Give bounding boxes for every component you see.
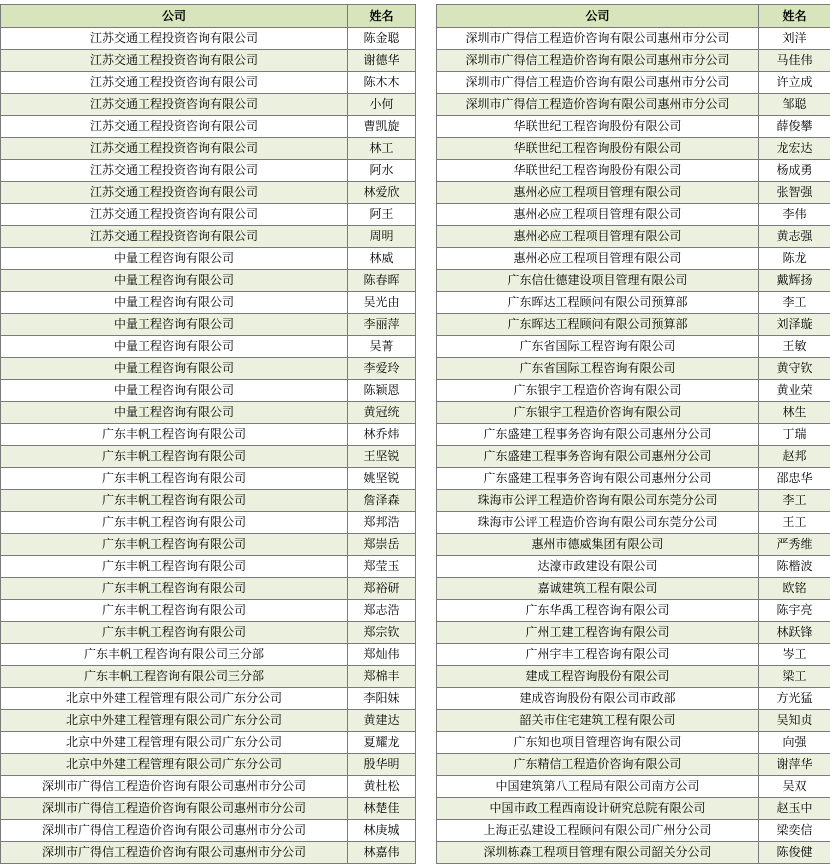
table-row <box>437 622 830 644</box>
table-row <box>437 600 830 622</box>
company-cell: 江苏交通工程投资咨询有限公司 <box>1 204 348 226</box>
name-cell: 邹聪 <box>759 94 830 116</box>
company-cell: 广东银宇工程造价咨询有限公司 <box>437 402 759 424</box>
name-cell: 郑莹玉 <box>348 556 416 578</box>
company-cell: 深圳市广得信工程造价咨询有限公司惠州市分公司 <box>1 842 348 864</box>
name-cell: 李爱玲 <box>348 358 416 380</box>
name-cell: 吴光由 <box>348 292 416 314</box>
name-cell: 林威 <box>348 248 416 270</box>
table-row <box>437 336 830 358</box>
company-cell: 北京中外建工程管理有限公司广东分公司 <box>1 688 348 710</box>
table-row <box>437 50 830 72</box>
company-cell: 深圳市广得信工程造价咨询有限公司惠州市分公司 <box>1 798 348 820</box>
table-row <box>437 798 830 820</box>
name-cell: 谢德华 <box>348 50 416 72</box>
name-cell: 陈龙 <box>759 248 830 270</box>
table-row <box>1 776 416 798</box>
company-cell: 广东丰帆工程咨询有限公司 <box>1 512 348 534</box>
company-cell: 广东丰帆工程咨询有限公司 <box>1 578 348 600</box>
table-row <box>1 204 416 226</box>
name-cell: 郑崇岳 <box>348 534 416 556</box>
name-column-header: 姓名 <box>348 5 416 28</box>
name-cell: 梁工 <box>759 666 830 688</box>
company-cell: 中量工程咨询有限公司 <box>1 336 348 358</box>
company-cell: 华联世纪工程咨询股份有限公司 <box>437 160 759 182</box>
company-cell: 中国建筑第八工程局有限公司南方公司 <box>437 776 759 798</box>
company-cell: 广东丰帆工程咨询有限公司 <box>1 600 348 622</box>
company-cell: 惠州必应工程项目管理有限公司 <box>437 182 759 204</box>
table-row <box>1 248 416 270</box>
company-cell: 深圳市广得信工程造价咨询有限公司惠州市分公司 <box>1 776 348 798</box>
table-row <box>1 666 416 688</box>
table-row <box>1 336 416 358</box>
company-cell: 广东丰帆工程咨询有限公司三分部 <box>1 644 348 666</box>
company-cell: 广东盛建工程事务咨询有限公司惠州分公司 <box>437 424 759 446</box>
table-row <box>437 534 830 556</box>
name-cell: 郑邦浩 <box>348 512 416 534</box>
name-cell: 陈金聪 <box>348 28 416 50</box>
company-cell: 深圳市广得信工程造价咨询有限公司惠州市分公司 <box>437 28 759 50</box>
table-row <box>1 842 416 864</box>
name-cell: 黄冠统 <box>348 402 416 424</box>
name-cell: 方光猛 <box>759 688 830 710</box>
company-cell: 中量工程咨询有限公司 <box>1 358 348 380</box>
name-cell: 李丽萍 <box>348 314 416 336</box>
table-row <box>1 644 416 666</box>
company-cell: 华联世纪工程咨询股份有限公司 <box>437 138 759 160</box>
name-cell: 陈楷波 <box>759 556 830 578</box>
company-cell: 中量工程咨询有限公司 <box>1 402 348 424</box>
name-cell: 陈颖恩 <box>348 380 416 402</box>
name-cell: 王敏 <box>759 336 830 358</box>
name-cell: 薛俊攀 <box>759 116 830 138</box>
name-cell: 曹凯旋 <box>348 116 416 138</box>
company-cell: 惠州必应工程项目管理有限公司 <box>437 226 759 248</box>
company-cell: 广东晖达工程顾问有限公司预算部 <box>437 314 759 336</box>
table-row <box>437 512 830 534</box>
company-cell: 广东丰帆工程咨询有限公司 <box>1 468 348 490</box>
name-cell: 邵忠华 <box>759 468 830 490</box>
company-cell: 广东丰帆工程咨询有限公司 <box>1 446 348 468</box>
name-cell: 林工 <box>348 138 416 160</box>
company-cell: 上海正弘建设工程顾问有限公司广州分公司 <box>437 820 759 842</box>
company-cell: 江苏交通工程投资咨询有限公司 <box>1 94 348 116</box>
company-cell: 惠州必应工程项目管理有限公司 <box>437 204 759 226</box>
name-cell: 郑灿伟 <box>348 644 416 666</box>
table-row <box>437 248 830 270</box>
company-cell: 广东信仕德建设项目管理有限公司 <box>437 270 759 292</box>
name-cell: 刘泽璇 <box>759 314 830 336</box>
name-cell: 詹泽森 <box>348 490 416 512</box>
table-row <box>1 798 416 820</box>
table-row <box>1 270 416 292</box>
right-header-row <box>437 5 830 28</box>
table-row <box>437 72 830 94</box>
name-cell: 许立成 <box>759 72 830 94</box>
table-row <box>437 468 830 490</box>
right-contact-table <box>436 4 830 864</box>
left-header-row <box>1 5 416 28</box>
table-row <box>1 710 416 732</box>
table-row <box>1 72 416 94</box>
company-cell: 广东银宇工程造价咨询有限公司 <box>437 380 759 402</box>
name-cell: 林乔炜 <box>348 424 416 446</box>
name-cell: 吴知贞 <box>759 710 830 732</box>
company-cell: 建成工程咨询股份有限公司 <box>437 666 759 688</box>
company-column-header: 公司 <box>1 5 348 28</box>
table-row <box>437 138 830 160</box>
name-cell: 刘洋 <box>759 28 830 50</box>
table-row <box>1 358 416 380</box>
table-row <box>1 182 416 204</box>
name-cell: 林楚佳 <box>348 798 416 820</box>
name-cell: 陈宇亮 <box>759 600 830 622</box>
name-cell: 郑裕研 <box>348 578 416 600</box>
table-row <box>437 688 830 710</box>
company-cell: 广东丰帆工程咨询有限公司 <box>1 490 348 512</box>
table-row <box>437 710 830 732</box>
table-row <box>1 28 416 50</box>
company-cell: 北京中外建工程管理有限公司广东分公司 <box>1 710 348 732</box>
company-cell: 广东丰帆工程咨询有限公司 <box>1 622 348 644</box>
company-cell: 江苏交通工程投资咨询有限公司 <box>1 138 348 160</box>
name-cell: 小何 <box>348 94 416 116</box>
company-cell: 广东盛建工程事务咨询有限公司惠州分公司 <box>437 468 759 490</box>
company-cell: 深圳市广得信工程造价咨询有限公司惠州市分公司 <box>437 94 759 116</box>
company-cell: 广州宇丰工程咨询有限公司 <box>437 644 759 666</box>
right-table-body <box>437 28 830 864</box>
name-cell: 吴双 <box>759 776 830 798</box>
name-cell: 李阳妹 <box>348 688 416 710</box>
company-cell: 广东华禹工程咨询有限公司 <box>437 600 759 622</box>
name-cell: 欧铭 <box>759 578 830 600</box>
company-cell: 珠海市公评工程造价咨询有限公司东莞分公司 <box>437 490 759 512</box>
table-row <box>437 732 830 754</box>
company-cell: 韶关市住宅建筑工程有限公司 <box>437 710 759 732</box>
name-cell: 黄志强 <box>759 226 830 248</box>
company-cell: 达濠市政建设有限公司 <box>437 556 759 578</box>
company-cell: 广东丰帆工程咨询有限公司 <box>1 534 348 556</box>
table-row <box>437 314 830 336</box>
table-row <box>1 534 416 556</box>
name-cell: 龙宏达 <box>759 138 830 160</box>
name-cell: 李工 <box>759 490 830 512</box>
table-row <box>1 468 416 490</box>
name-cell: 林庚城 <box>348 820 416 842</box>
table-row <box>1 226 416 248</box>
company-cell: 广东省国际工程咨询有限公司 <box>437 336 759 358</box>
name-cell: 王工 <box>759 512 830 534</box>
table-row <box>1 732 416 754</box>
name-cell: 李工 <box>759 292 830 314</box>
name-cell: 严秀维 <box>759 534 830 556</box>
company-cell: 嘉诚建筑工程有限公司 <box>437 578 759 600</box>
name-cell: 林生 <box>759 402 830 424</box>
table-row <box>1 380 416 402</box>
table-row <box>437 358 830 380</box>
company-cell: 深圳市广得信工程造价咨询有限公司惠州市分公司 <box>437 50 759 72</box>
name-cell: 黄守钦 <box>759 358 830 380</box>
table-row <box>1 94 416 116</box>
table-row <box>437 490 830 512</box>
table-row <box>437 204 830 226</box>
table-row <box>437 666 830 688</box>
company-cell: 深圳市广得信工程造价咨询有限公司惠州市分公司 <box>1 820 348 842</box>
table-row <box>1 424 416 446</box>
company-cell: 江苏交通工程投资咨询有限公司 <box>1 160 348 182</box>
name-cell: 马佳伟 <box>759 50 830 72</box>
table-row <box>437 94 830 116</box>
company-cell: 江苏交通工程投资咨询有限公司 <box>1 50 348 72</box>
name-cell: 殷华明 <box>348 754 416 776</box>
name-cell: 丁瑞 <box>759 424 830 446</box>
table-row <box>437 754 830 776</box>
name-cell: 阿水 <box>348 160 416 182</box>
name-cell: 林爱欣 <box>348 182 416 204</box>
table-row <box>437 28 830 50</box>
table-row <box>437 644 830 666</box>
table-row <box>437 402 830 424</box>
company-column-header: 公司 <box>437 5 759 28</box>
table-row <box>437 292 830 314</box>
name-cell: 阿王 <box>348 204 416 226</box>
table-row <box>437 424 830 446</box>
company-cell: 广东丰帆工程咨询有限公司 <box>1 556 348 578</box>
company-cell: 惠州必应工程项目管理有限公司 <box>437 248 759 270</box>
name-cell: 周明 <box>348 226 416 248</box>
table-row <box>1 600 416 622</box>
table-row <box>1 512 416 534</box>
company-cell: 江苏交通工程投资咨询有限公司 <box>1 182 348 204</box>
table-row <box>437 446 830 468</box>
company-cell: 北京中外建工程管理有限公司广东分公司 <box>1 732 348 754</box>
name-cell: 向强 <box>759 732 830 754</box>
table-row <box>437 776 830 798</box>
company-cell: 广东丰帆工程咨询有限公司 <box>1 424 348 446</box>
table-row <box>1 116 416 138</box>
name-cell: 王坚锐 <box>348 446 416 468</box>
table-row <box>1 446 416 468</box>
company-cell: 江苏交通工程投资咨询有限公司 <box>1 226 348 248</box>
table-row <box>1 754 416 776</box>
table-row <box>1 578 416 600</box>
company-cell: 中量工程咨询有限公司 <box>1 270 348 292</box>
name-cell: 黄建达 <box>348 710 416 732</box>
company-cell: 广东知也项目管理咨询有限公司 <box>437 732 759 754</box>
company-cell: 江苏交通工程投资咨询有限公司 <box>1 28 348 50</box>
name-cell: 夏耀龙 <box>348 732 416 754</box>
company-cell: 中国市政工程西南设计研究总院有限公司 <box>437 798 759 820</box>
company-cell: 广东精信工程造价咨询有限公司 <box>437 754 759 776</box>
name-cell: 郑棉丰 <box>348 666 416 688</box>
table-row <box>1 50 416 72</box>
company-cell: 华联世纪工程咨询股份有限公司 <box>437 116 759 138</box>
name-cell: 张智强 <box>759 182 830 204</box>
name-cell: 谢萍华 <box>759 754 830 776</box>
name-cell: 陈俊健 <box>759 842 830 864</box>
table-row <box>1 314 416 336</box>
name-cell: 林跃锋 <box>759 622 830 644</box>
name-cell: 郑志浩 <box>348 600 416 622</box>
company-cell: 北京中外建工程管理有限公司广东分公司 <box>1 754 348 776</box>
company-cell: 广东省国际工程咨询有限公司 <box>437 358 759 380</box>
company-cell: 深圳市广得信工程造价咨询有限公司惠州市分公司 <box>437 72 759 94</box>
name-cell: 戴辉扬 <box>759 270 830 292</box>
table-row <box>437 160 830 182</box>
company-cell: 深圳栋森工程项目管理有限公司韶关分公司 <box>437 842 759 864</box>
table-row <box>1 490 416 512</box>
company-cell: 惠州市德威集团有限公司 <box>437 534 759 556</box>
company-cell: 建成咨询股份有限公司市政部 <box>437 688 759 710</box>
name-cell: 李伟 <box>759 204 830 226</box>
company-cell: 江苏交通工程投资咨询有限公司 <box>1 72 348 94</box>
name-cell: 姚坚锐 <box>348 468 416 490</box>
table-row <box>437 380 830 402</box>
left-table-body <box>1 28 416 864</box>
name-cell: 吴菁 <box>348 336 416 358</box>
name-cell: 岑工 <box>759 644 830 666</box>
table-row <box>437 270 830 292</box>
left-contact-table <box>0 4 416 864</box>
company-cell: 广州工建工程咨询有限公司 <box>437 622 759 644</box>
name-cell: 赵邦 <box>759 446 830 468</box>
name-cell: 陈木木 <box>348 72 416 94</box>
table-row <box>1 820 416 842</box>
table-row <box>437 842 830 864</box>
company-cell: 中量工程咨询有限公司 <box>1 314 348 336</box>
table-row <box>1 556 416 578</box>
company-cell: 珠海市公评工程造价咨询有限公司东莞分公司 <box>437 512 759 534</box>
name-cell: 杨成勇 <box>759 160 830 182</box>
table-row <box>437 182 830 204</box>
company-cell: 江苏交通工程投资咨询有限公司 <box>1 116 348 138</box>
table-row <box>1 292 416 314</box>
company-cell: 广东晖达工程顾问有限公司预算部 <box>437 292 759 314</box>
table-row <box>437 226 830 248</box>
company-cell: 中量工程咨询有限公司 <box>1 292 348 314</box>
name-cell: 梁奕信 <box>759 820 830 842</box>
name-cell: 林嘉伟 <box>348 842 416 864</box>
table-row <box>1 622 416 644</box>
name-cell: 陈春晖 <box>348 270 416 292</box>
table-row <box>1 402 416 424</box>
name-cell: 黄业荣 <box>759 380 830 402</box>
table-row <box>437 820 830 842</box>
table-row <box>437 556 830 578</box>
table-row <box>1 160 416 182</box>
name-cell: 黄杜松 <box>348 776 416 798</box>
company-cell: 中量工程咨询有限公司 <box>1 380 348 402</box>
name-cell: 赵玉中 <box>759 798 830 820</box>
company-cell: 中量工程咨询有限公司 <box>1 248 348 270</box>
table-row <box>1 688 416 710</box>
table-row <box>437 116 830 138</box>
name-column-header: 姓名 <box>759 5 830 28</box>
table-row <box>1 138 416 160</box>
company-cell: 广东丰帆工程咨询有限公司三分部 <box>1 666 348 688</box>
company-cell: 广东盛建工程事务咨询有限公司惠州分公司 <box>437 446 759 468</box>
table-row <box>437 578 830 600</box>
name-cell: 郑宗钦 <box>348 622 416 644</box>
